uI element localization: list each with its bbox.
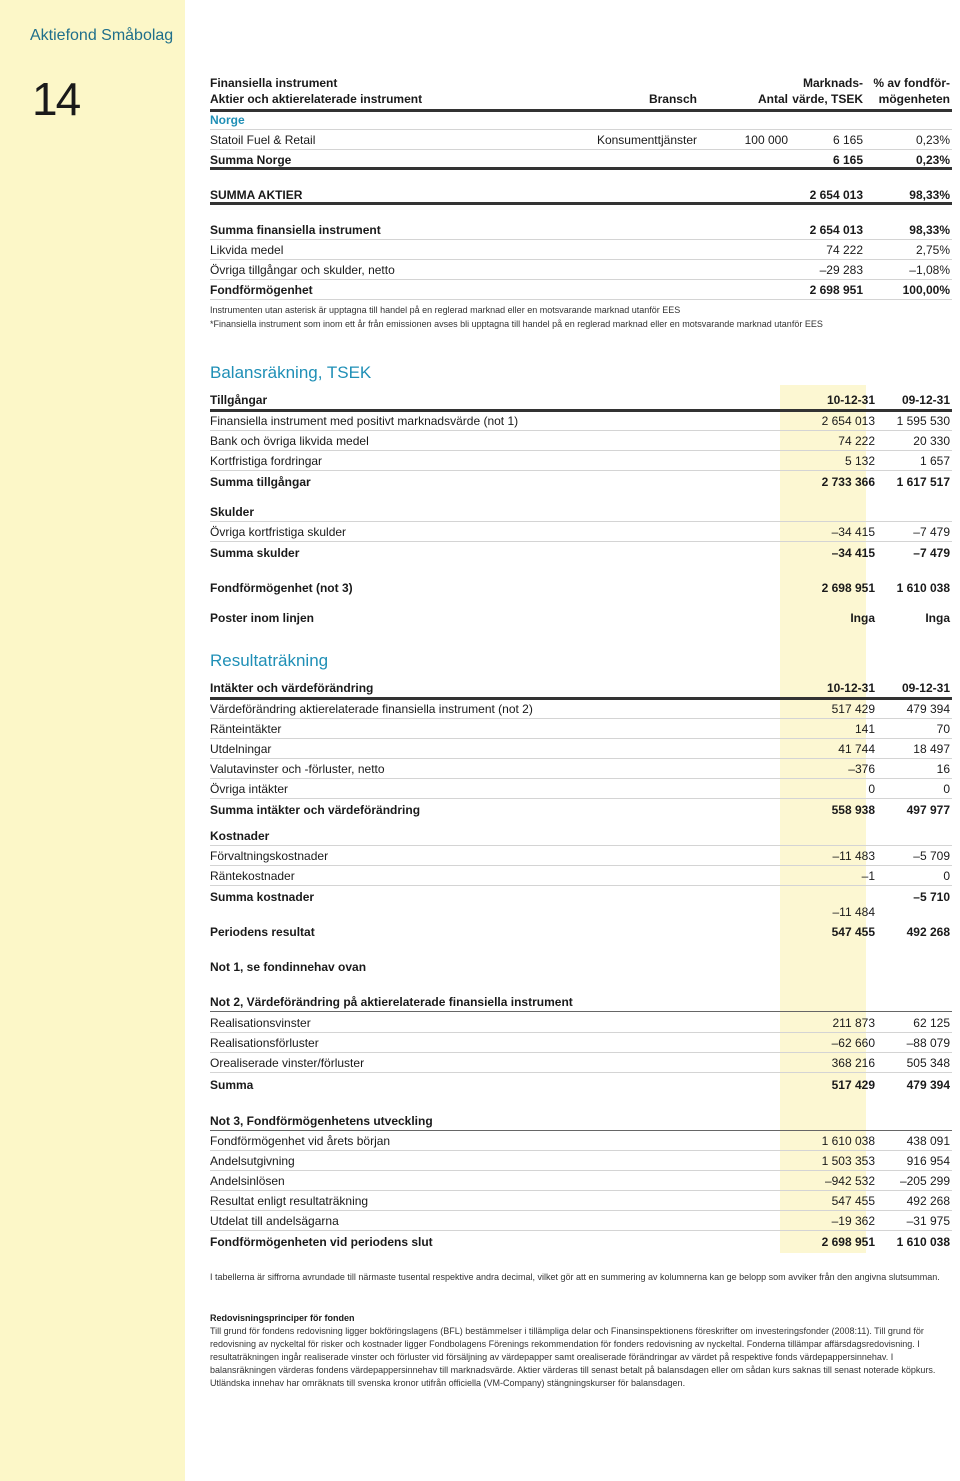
country-label: Norge xyxy=(210,113,245,127)
header-marknad-1: Marknads- xyxy=(802,76,863,90)
principles-text: Till grund för fondens redovisning ligger bokföringslagens (BFL) bestämmelser i tillämpliga delar och Finansinspektionens föreskrifter om investeringsfonder (2008:11). Till grund för redovisning av nyckeltal för risker och kostnader ligger Fondbolagens Förenings rekommendation för fonders redovisning av nyckeltal. Fonderna tillämpar affärsdagsredovisning. I resultaträkningen ingår realiserade vinster och förluster vid försäljning av värdepapper samt orealiserade förändringar av värdet på respektive fonds värdepappersinnehav. I balansräkningen värderas fondens värdepappersinnehav till marknadsvärde. Aktier värderas till senast betalt på balansdagen eller om sådan kurs saknas till senast noterade köpkurs. Utländska innehav har omräknats till svenska kronor utifrån officiella (VM-Company) stängningskurser för balansdagen. xyxy=(210,1326,936,1388)
header-bransch: Bransch xyxy=(648,92,697,106)
row-c1: –34 415 xyxy=(831,546,875,560)
ovriga-pct: –1,08% xyxy=(909,263,950,277)
holding-pct: 0,23% xyxy=(915,133,950,147)
income-header-c2: 09-12-31 xyxy=(901,681,950,695)
row-c2: 492 268 xyxy=(906,1194,950,1208)
balance-title: Balansräkning, TSEK xyxy=(210,363,372,382)
row-label: Ränteintäkter xyxy=(210,722,282,736)
row-c2: –5 709 xyxy=(913,849,950,863)
header-pct-1: % av fondför- xyxy=(873,76,950,90)
row-c2: 0 xyxy=(943,869,950,883)
table-row xyxy=(210,866,952,886)
row-c1: –376 xyxy=(848,762,875,776)
holding-value: 6 165 xyxy=(832,133,863,147)
row-label: Övriga intäkter xyxy=(210,782,289,796)
sum-fin-label: Summa finansiella instrument xyxy=(210,223,381,237)
table-row xyxy=(210,1171,952,1191)
balance-header-c2: 09-12-31 xyxy=(901,393,950,407)
row-label: Summa tillgångar xyxy=(210,475,311,489)
row-label: Övriga kortfristiga skulder xyxy=(210,525,347,539)
row-c1: 2 698 951 xyxy=(821,1235,875,1249)
row-label: Andelsutgivning xyxy=(210,1154,295,1168)
table-row xyxy=(210,522,952,542)
country-row xyxy=(210,110,952,130)
row-c2: 479 394 xyxy=(906,1078,950,1092)
cost-header xyxy=(210,826,952,846)
row-c2: 1 617 517 xyxy=(896,475,950,489)
row-label: Andelsinlösen xyxy=(210,1174,285,1188)
sum-country-label: Summa Norge xyxy=(210,153,292,167)
likvida-row xyxy=(210,240,952,260)
ovriga-label: Övriga tillgångar och skulder, netto xyxy=(210,263,395,277)
row-label: Summa skulder xyxy=(210,546,300,560)
row-c1: 1 503 353 xyxy=(821,1154,875,1168)
row-c2: 497 977 xyxy=(906,803,950,817)
row-c1: 141 xyxy=(854,722,875,736)
row-c1: 0 xyxy=(868,782,875,796)
row-label: Bank och övriga likvida medel xyxy=(210,434,369,448)
fund-name: Aktiefond Småbolag xyxy=(30,27,174,44)
note3-title-row xyxy=(210,1111,952,1131)
header-marknad-2: värde, TSEK xyxy=(792,92,863,106)
table-row xyxy=(210,1033,952,1053)
likvida-pct: 2,75% xyxy=(915,243,950,257)
row-c2: 1 610 038 xyxy=(896,581,950,595)
note2-title: Not 2, Värdeförändring på aktierelaterade finansiella instrument xyxy=(210,995,573,1009)
table-row xyxy=(210,1211,952,1231)
holding-name: Statoil Fuel & Retail xyxy=(210,133,316,147)
row-label: Förvaltningskostnader xyxy=(210,849,329,863)
row-c2: 1 610 038 xyxy=(896,1235,950,1249)
row-c1: 547 455 xyxy=(831,1194,875,1208)
header-pct-2: mögenheten xyxy=(878,92,950,106)
income-title: Resultaträkning xyxy=(210,651,329,670)
holding-bransch: Konsumenttjänster xyxy=(596,133,697,147)
balance-header-c1: 10-12-31 xyxy=(826,393,875,407)
sum-country-pct: 0,23% xyxy=(915,153,950,167)
table-row xyxy=(210,1151,952,1171)
sum-fin-value: 2 654 013 xyxy=(809,223,863,237)
row-label: Finansiella instrument med positivt marknadsvärde (not 1) xyxy=(210,414,519,428)
row-label: Värdeförändring aktierelaterade finansiella instrument (not 2) xyxy=(210,702,533,716)
row-c1: 211 873 xyxy=(832,1016,875,1030)
income-header xyxy=(210,678,952,700)
sum-income-row xyxy=(210,800,952,820)
row-c2: 0 xyxy=(943,782,950,796)
row-c1: 2 698 951 xyxy=(821,581,875,595)
row-c2: 492 268 xyxy=(906,925,950,939)
table-row xyxy=(210,846,952,866)
row-label: Poster inom linjen xyxy=(210,611,315,625)
note3-title: Not 3, Fondförmögenhetens utveckling xyxy=(210,1114,433,1128)
row-c2: –7 479 xyxy=(913,525,950,539)
row-c1: 517 429 xyxy=(831,702,875,716)
row-c2: 916 954 xyxy=(906,1154,950,1168)
row-c1: 558 938 xyxy=(831,803,875,817)
row-c2: 16 xyxy=(936,762,950,776)
off-balance-row xyxy=(210,608,952,628)
table-row xyxy=(210,411,952,431)
row-label: Kortfristiga fordringar xyxy=(210,454,323,468)
row-c1: –942 532 xyxy=(824,1174,875,1188)
fondformogenhet-pct: 100,00% xyxy=(902,283,950,297)
row-c1: –11 483 xyxy=(832,849,875,863)
fondformogenhet-label: Fondförmögenhet xyxy=(210,283,313,297)
row-label: Orealiserade vinster/förluster xyxy=(210,1056,365,1070)
sum-aktier-label: SUMMA AKTIER xyxy=(210,188,303,202)
row-label: Utdelningar xyxy=(210,742,272,756)
note1-row xyxy=(210,957,952,977)
table-row xyxy=(210,1131,952,1151)
table-row xyxy=(210,451,952,471)
cost-header-label: Kostnader xyxy=(210,829,270,843)
result-row xyxy=(210,922,952,942)
table-row xyxy=(210,699,952,719)
row-c2: 62 125 xyxy=(913,1016,950,1030)
sum-aktier-pct: 98,33% xyxy=(909,188,950,202)
row-c2: 505 348 xyxy=(906,1056,950,1070)
page-number: 14 xyxy=(32,73,80,125)
fund-value-row xyxy=(210,578,952,598)
row-c1: –19 362 xyxy=(831,1214,875,1228)
sum-aktier-row xyxy=(210,185,952,205)
row-c1: 1 610 038 xyxy=(821,1134,875,1148)
table-row xyxy=(210,739,952,759)
holdings-header-line1: Finansiella instrument xyxy=(210,76,338,90)
row-c2: –31 975 xyxy=(906,1214,950,1228)
sum-fin-row xyxy=(210,220,952,240)
sum-liabilities-row xyxy=(210,543,952,563)
row-c2: –5 710 xyxy=(913,890,950,904)
row-c2: –88 079 xyxy=(906,1036,950,1050)
row-c1: –34 415 xyxy=(831,525,875,539)
table-row xyxy=(210,779,952,799)
row-label: Summa xyxy=(210,1078,254,1092)
table-row xyxy=(210,759,952,779)
sidebar xyxy=(0,0,185,1481)
likvida-value: 74 222 xyxy=(826,243,863,257)
row-c1: –1 xyxy=(861,869,875,883)
row-c1: –62 660 xyxy=(831,1036,875,1050)
sum-country-row xyxy=(210,150,952,170)
sum-country-value: 6 165 xyxy=(832,153,863,167)
holdings-footnote-2: *Finansiella instrument som inom ett år från emissionen avses bli upptagna till handel på en reglerad marknad eller en motsvarande marknad utanför EES xyxy=(210,319,823,329)
row-label: Summa kostnader xyxy=(210,890,315,904)
row-label: Realisationsförluster xyxy=(210,1036,319,1050)
ovriga-value: –29 283 xyxy=(819,263,863,277)
row-label: Resultat enligt resultaträkning xyxy=(210,1194,369,1208)
row-c2: 70 xyxy=(936,722,950,736)
row-label: Realisationsvinster xyxy=(210,1016,311,1030)
holding-row xyxy=(210,130,952,150)
row-c1: 74 222 xyxy=(838,434,875,448)
fondformogenhet-value: 2 698 951 xyxy=(809,283,863,297)
header-antal: Antal xyxy=(758,92,788,106)
row-c1: 517 429 xyxy=(831,1078,875,1092)
row-label: Fondförmögenheten vid periodens slut xyxy=(210,1235,433,1249)
likvida-label: Likvida medel xyxy=(210,243,284,257)
holdings-header xyxy=(210,75,952,112)
table-row xyxy=(210,1053,952,1073)
row-label: Fondförmögenhet (not 3) xyxy=(210,581,353,595)
table-row xyxy=(210,719,952,739)
income-header-c1: 10-12-31 xyxy=(826,681,875,695)
sum-fin-pct: 98,33% xyxy=(909,223,950,237)
row-c2: 479 394 xyxy=(906,702,950,716)
row-c1: 41 744 xyxy=(838,742,875,756)
fondformogenhet-row xyxy=(210,280,952,300)
holdings-footnote-1: Instrumenten utan asterisk är upptagna till handel på en reglerad marknad eller en motsvarande marknad utanför EES xyxy=(210,305,681,315)
sum-assets-row xyxy=(210,472,952,492)
row-label: Valutavinster och -förluster, netto xyxy=(210,762,385,776)
holdings-header-line2: Aktier och aktierelaterade instrument xyxy=(210,92,423,106)
row-c1: –11 484 xyxy=(832,905,875,919)
row-label: Fondförmögenhet vid årets början xyxy=(210,1134,391,1148)
table-row xyxy=(210,431,952,451)
row-c2: –205 299 xyxy=(899,1174,950,1188)
principles-title: Redovisningsprinciper för fonden xyxy=(210,1313,355,1323)
income-header-label: Intäkter och värdeförändring xyxy=(210,681,374,695)
row-label: Summa intäkter och värdeförändring xyxy=(210,803,421,817)
row-c2: 438 091 xyxy=(906,1134,950,1148)
note1-label: Not 1, se fondinnehav ovan xyxy=(210,960,367,974)
row-c2: 1 657 xyxy=(919,454,950,468)
row-c1: 5 132 xyxy=(844,454,875,468)
liabilities-header xyxy=(210,502,952,522)
row-label: Periodens resultat xyxy=(210,925,315,939)
row-c1: 547 455 xyxy=(831,925,875,939)
balance-header-label: Tillgångar xyxy=(210,393,268,407)
row-label: Räntekostnader xyxy=(210,869,295,883)
table-row xyxy=(210,1191,952,1211)
note3-sum-row xyxy=(210,1232,952,1252)
holding-antal: 100 000 xyxy=(744,133,788,147)
rounding-note: I tabellerna är siffrorna avrundade till närmaste tusental respektive andra decimal, vilket gör att en summering av kolumnerna kan ge belopp som avviker från den angivna slutsumman. xyxy=(210,1272,940,1282)
row-c1: Inga xyxy=(850,611,875,625)
row-c1: 2 654 013 xyxy=(821,414,875,428)
row-c2: –7 479 xyxy=(913,546,950,560)
row-c2: 20 330 xyxy=(913,434,950,448)
table-row xyxy=(210,1013,952,1033)
row-label: Utdelat till andelsägarna xyxy=(210,1214,339,1228)
sum-costs-row xyxy=(210,887,952,923)
liabilities-header-label: Skulder xyxy=(210,505,255,519)
row-c1: 2 733 366 xyxy=(821,475,875,489)
row-c2: 1 595 530 xyxy=(896,414,950,428)
ovriga-row xyxy=(210,260,952,280)
row-c1: 368 216 xyxy=(831,1056,875,1070)
row-c2: 18 497 xyxy=(913,742,950,756)
note2-sum-row xyxy=(210,1075,952,1095)
note2-title-row xyxy=(210,992,952,1012)
sum-aktier-value: 2 654 013 xyxy=(809,188,863,202)
row-c2: Inga xyxy=(925,611,950,625)
balance-header xyxy=(210,390,952,412)
